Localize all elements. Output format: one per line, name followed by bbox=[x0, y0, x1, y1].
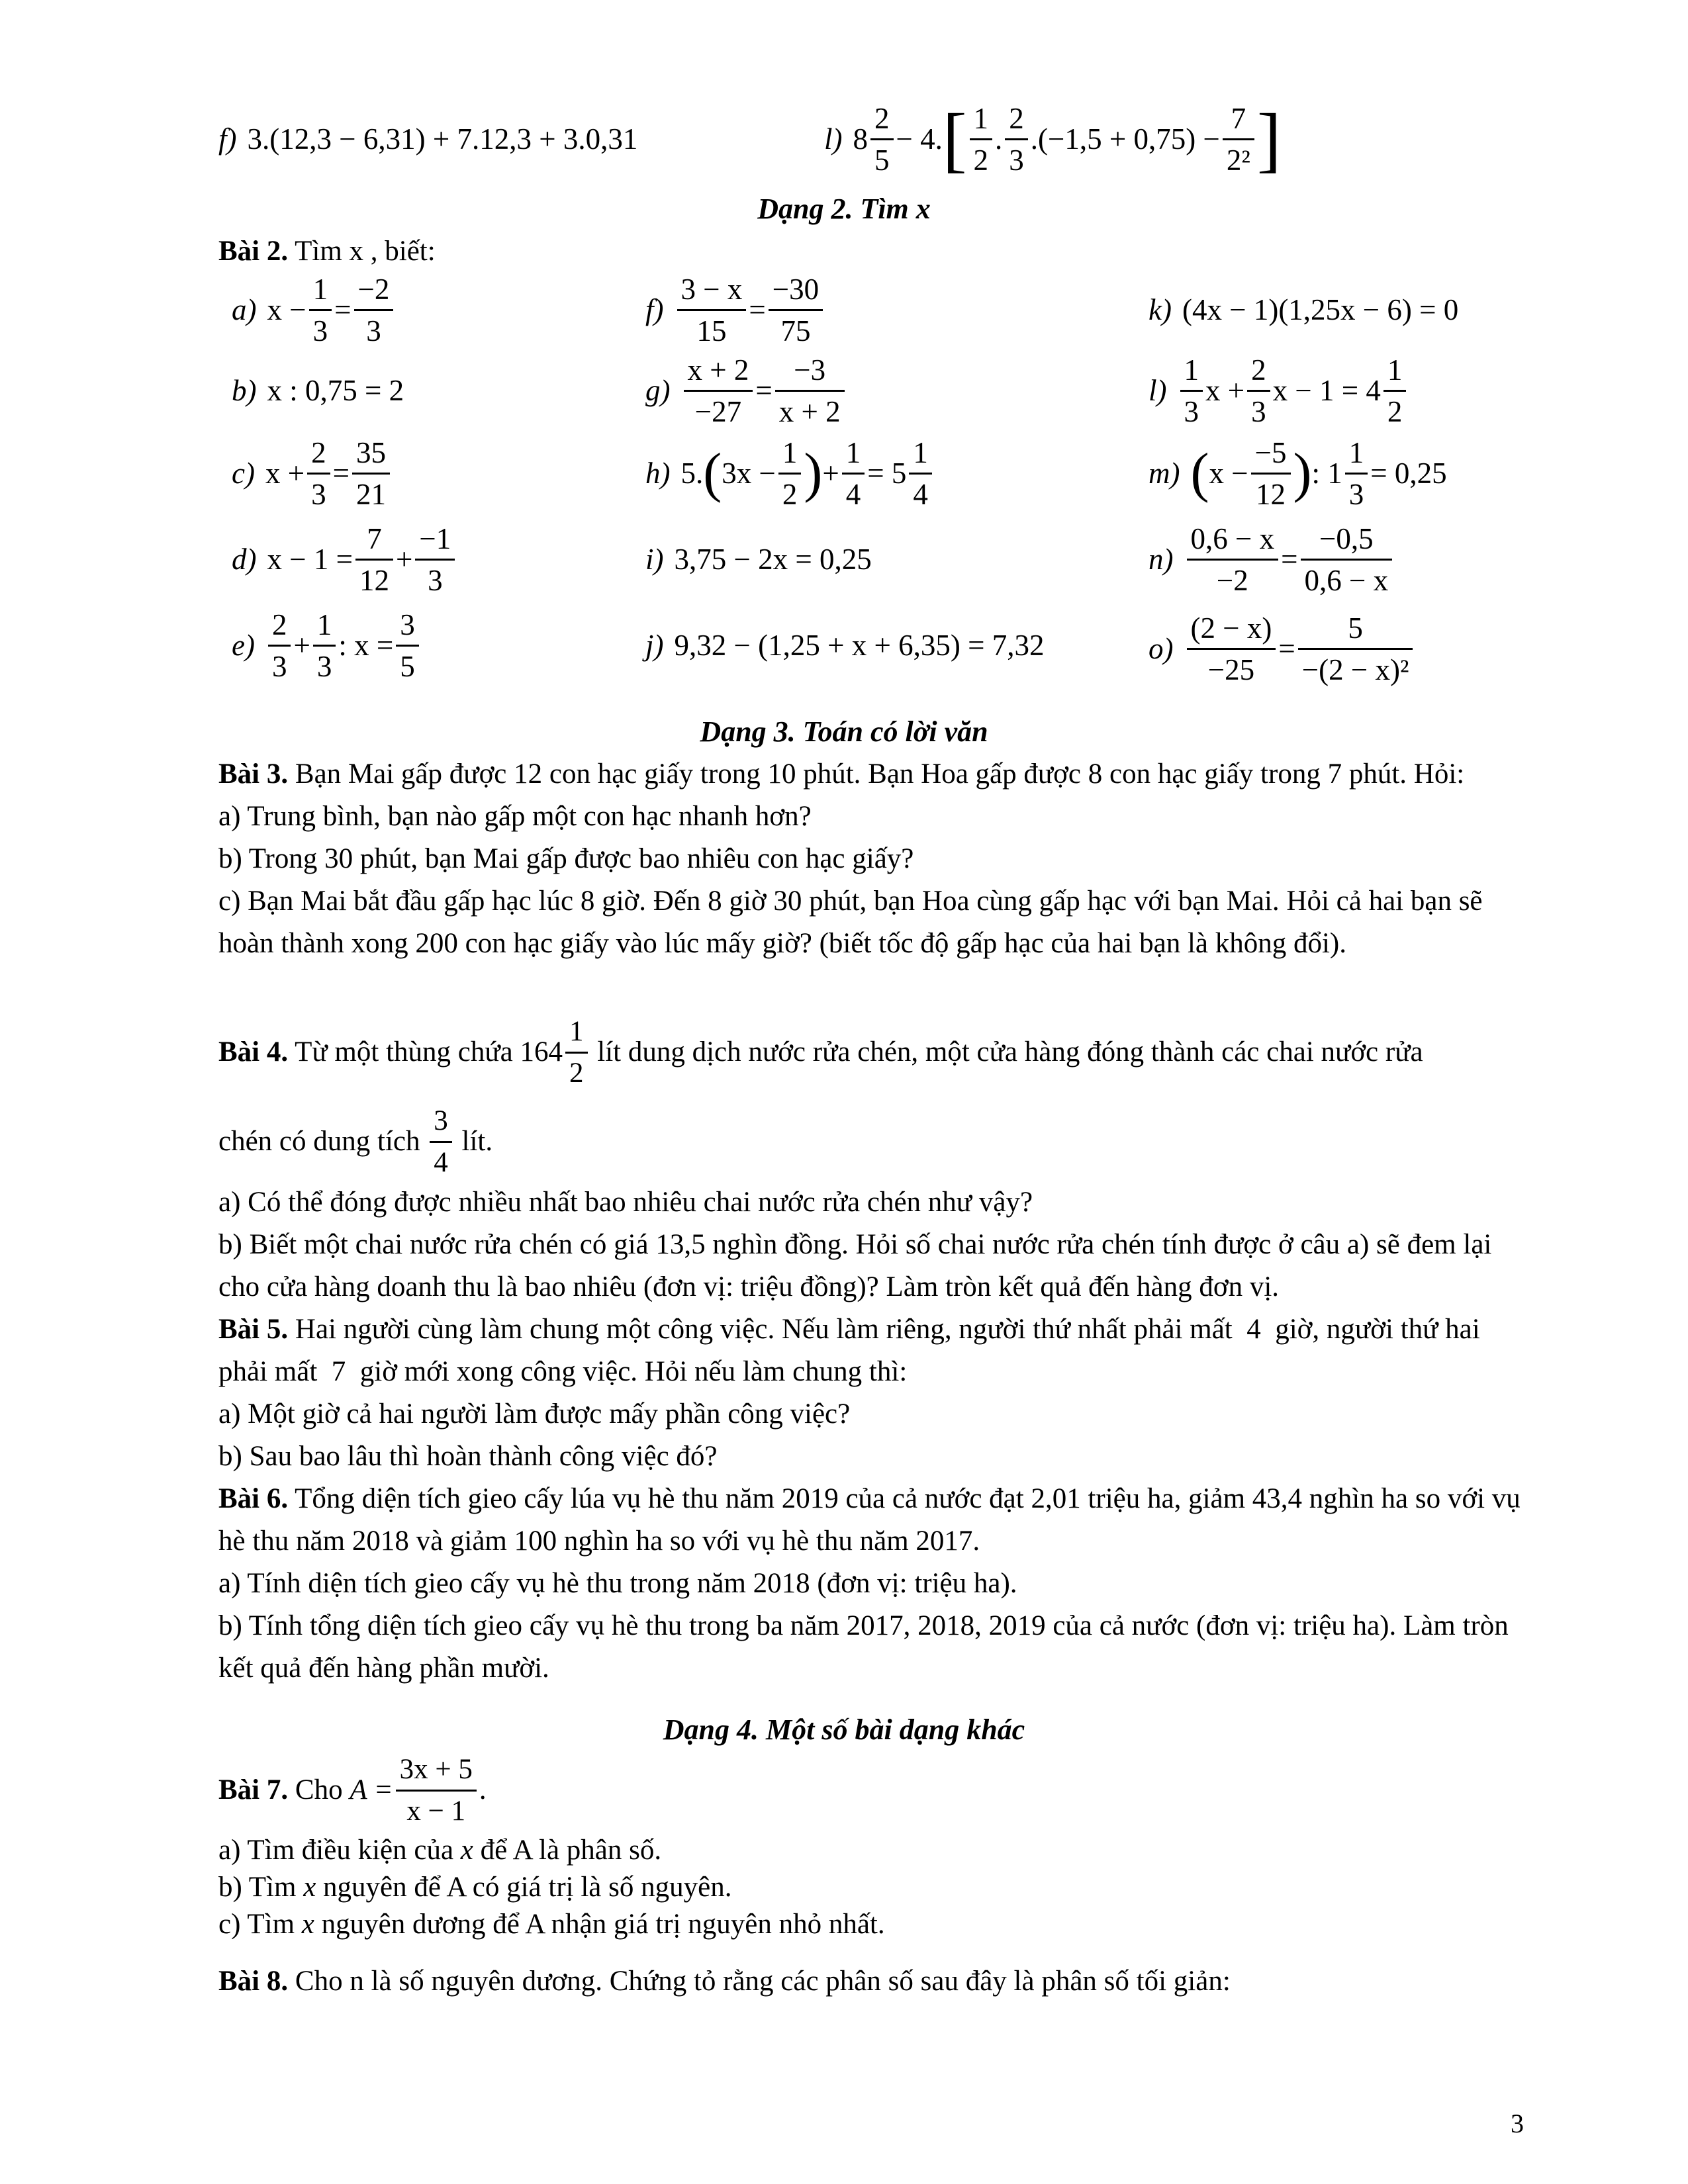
numerator: 3 bbox=[396, 605, 419, 647]
expression-part: 5. bbox=[680, 457, 704, 490]
denominator: 3 bbox=[1184, 394, 1199, 428]
item-2k bbox=[1149, 277, 1458, 343]
item-label: b) bbox=[232, 374, 257, 407]
exercise-3-stem bbox=[218, 753, 1529, 796]
numerator: (2 − x) bbox=[1187, 608, 1276, 650]
fraction bbox=[1005, 99, 1028, 180]
fraction bbox=[313, 605, 336, 686]
item-label: a) bbox=[232, 293, 257, 326]
plus-sign: + bbox=[822, 457, 839, 490]
numerator: 3 − x bbox=[677, 269, 747, 311]
denominator: 3 bbox=[1348, 477, 1364, 511]
close-paren: ) bbox=[1293, 442, 1312, 504]
variable: x bbox=[460, 1835, 473, 1866]
item-2j bbox=[645, 612, 1044, 678]
fraction bbox=[684, 350, 753, 432]
equals-sign: = bbox=[1278, 632, 1295, 665]
exercise-7-stem bbox=[218, 1747, 487, 1833]
open-bracket: [ bbox=[942, 99, 967, 179]
text: b) Tìm bbox=[218, 1872, 304, 1903]
close-bracket: ] bbox=[1256, 99, 1282, 179]
sub-question-c: c) Bạn Mai bắt đầu gấp hạc lúc 8 giờ. Đến 8 giờ 30 phút, bạn Hoa cùng gấp hạc với bạn Mai. Hỏi cả hai bạn sẽ hoàn thành xong 200 con hạc giấy vào lúc mấy giờ? (biết tốc độ gấp hạc của hai bạn là không đổi). bbox=[218, 886, 1483, 959]
exercise-4-line-1 bbox=[218, 1013, 1423, 1092]
fraction bbox=[355, 519, 393, 600]
item-label: j) bbox=[645, 629, 664, 662]
exercise-text: Từ một thùng chứa 164 bbox=[288, 1036, 563, 1068]
item-2f bbox=[645, 270, 825, 349]
period: . bbox=[479, 1774, 487, 1805]
expression-part: x − 1 = 4 bbox=[1272, 374, 1381, 407]
numerator: −30 bbox=[769, 269, 823, 311]
sub-question-b bbox=[218, 1869, 1529, 1906]
denominator: 4 bbox=[913, 477, 928, 511]
denominator: 3 bbox=[316, 649, 332, 683]
fraction bbox=[842, 433, 865, 514]
sub-question-c bbox=[218, 1906, 1529, 1943]
text: nguyên dương để A nhận giá trị nguyên nhỏ nhất. bbox=[314, 1909, 885, 1940]
exercise-text: lít dung dịch nước rửa chén, một cửa hàng đóng thành các chai nước rửa bbox=[590, 1036, 1423, 1068]
numerator: 35 bbox=[352, 433, 390, 475]
denominator: 2² bbox=[1226, 143, 1250, 177]
expression: 3.(12,3 − 6,31) + 7.12,3 + 3.0,31 bbox=[247, 122, 638, 156]
item-2g bbox=[645, 351, 847, 430]
item-label: n) bbox=[1149, 543, 1174, 576]
open-paren: ( bbox=[1190, 442, 1209, 504]
fraction bbox=[396, 1750, 477, 1831]
exercise-text: Tổng diện tích gieo cấy lúa vụ hè thu năm 2019 của cả nước đạt 2,01 triệu ha, giảm 43,4 nghìn ha so với vụ hè thu năm 2018 và giảm 100 nghìn ha so với vụ hè thu năm 2017. bbox=[218, 1483, 1521, 1557]
text: c) Tìm bbox=[218, 1909, 302, 1940]
denominator: 3 bbox=[1009, 143, 1024, 177]
denominator: −2 bbox=[1216, 563, 1248, 597]
text: nguyên để A có giá trị là số nguyên. bbox=[316, 1872, 732, 1903]
item-label: g) bbox=[645, 374, 671, 407]
denominator: −27 bbox=[694, 394, 742, 428]
sub-question-a: a) Trung bình, bạn nào gấp một con hạc nhanh hơn? bbox=[218, 801, 812, 832]
equals-sign: = bbox=[755, 374, 773, 407]
denominator: 4 bbox=[434, 1146, 448, 1178]
fraction bbox=[909, 433, 932, 514]
expression-part: A = bbox=[350, 1774, 393, 1805]
denominator: x + 2 bbox=[778, 394, 841, 428]
item-label: l) bbox=[1149, 374, 1167, 407]
equals-sign: = bbox=[749, 293, 766, 326]
exercise-3 bbox=[218, 753, 1529, 965]
item-label: f) bbox=[218, 122, 237, 156]
exercise-text: Cho n là số nguyên dương. Chứng tỏ rằng các phân số sau đây là phân số tối giản: bbox=[288, 1966, 1231, 1997]
numerator: x + 2 bbox=[684, 350, 753, 392]
expression-part: . bbox=[995, 122, 1003, 156]
exercise-text: Bạn Mai gấp được 12 con hạc giấy trong 10 phút. Bạn Hoa gấp được 8 con hạc giấy trong 7 phút. Hỏi: bbox=[288, 758, 1465, 790]
numerator: 2 bbox=[307, 433, 330, 475]
top-item-f bbox=[218, 103, 637, 175]
expression: 3,75 − 2x = 0,25 bbox=[674, 543, 872, 576]
exercise-6 bbox=[218, 1478, 1529, 1563]
item-2n bbox=[1149, 520, 1395, 599]
denominator: 2 bbox=[1387, 394, 1403, 428]
fraction bbox=[1298, 608, 1413, 690]
numerator: 3 bbox=[430, 1101, 452, 1143]
fraction bbox=[268, 605, 291, 686]
item-label: m) bbox=[1149, 457, 1180, 490]
exercise-label: Bài 5. bbox=[218, 1314, 289, 1345]
plus-sign: + bbox=[293, 629, 310, 662]
sub-question-b: b) Trong 30 phút, bạn Mai gấp được bao nhiêu con hạc giấy? bbox=[218, 843, 914, 874]
expression-part: − 4. bbox=[896, 122, 943, 156]
item-label: o) bbox=[1149, 632, 1174, 665]
expression: 9,32 − (1,25 + x + 6,35) = 7,32 bbox=[674, 629, 1045, 662]
exercise-text: chén có dung tích bbox=[218, 1126, 428, 1157]
item-2l bbox=[1149, 351, 1409, 430]
fraction bbox=[970, 99, 993, 180]
numerator: 1 bbox=[1180, 350, 1203, 392]
item-2o bbox=[1149, 606, 1415, 692]
section-heading-dang-4: Dạng 4. Một số bài dạng khác bbox=[663, 1713, 1025, 1746]
expression-part: = 5 bbox=[867, 457, 907, 490]
fraction bbox=[1301, 519, 1393, 600]
denominator: 3 bbox=[312, 314, 328, 347]
expression-part: = 0,25 bbox=[1370, 457, 1447, 490]
item-2i bbox=[645, 526, 872, 592]
expression-part: x − 1 = bbox=[267, 543, 353, 576]
denominator: 3 bbox=[366, 314, 381, 347]
numerator: 7 bbox=[1223, 99, 1254, 140]
item-2b bbox=[232, 357, 404, 424]
expression-part: .(−1,5 + 0,75) − bbox=[1030, 122, 1220, 156]
item-2m bbox=[1149, 433, 1447, 513]
numerator: 2 bbox=[870, 99, 894, 140]
equals-sign: = bbox=[334, 293, 352, 326]
denominator: 15 bbox=[696, 314, 727, 347]
expression-part: x + bbox=[1205, 374, 1245, 407]
exercise-4-line-2 bbox=[218, 1099, 492, 1185]
expression: (4x − 1)(1,25x − 6) = 0 bbox=[1182, 293, 1459, 326]
fraction bbox=[870, 99, 894, 180]
numerator: 2 bbox=[268, 605, 291, 647]
item-label: h) bbox=[645, 457, 671, 490]
numerator: 1 bbox=[309, 269, 332, 311]
exercise-7-questions bbox=[218, 1832, 1529, 1943]
exercise-label: Bài 8. bbox=[218, 1966, 289, 1997]
denominator: −25 bbox=[1207, 653, 1255, 686]
item-2a bbox=[232, 270, 396, 349]
fraction bbox=[1251, 433, 1291, 514]
numerator: 1 bbox=[909, 433, 932, 475]
denominator: 21 bbox=[356, 477, 386, 511]
denominator: 3 bbox=[1251, 394, 1266, 428]
fraction bbox=[307, 433, 330, 514]
numerator: 1 bbox=[313, 605, 336, 647]
exercise-5 bbox=[218, 1308, 1529, 1393]
fraction bbox=[309, 269, 332, 351]
denominator: 5 bbox=[400, 649, 415, 683]
exercise-label: Bài 6. bbox=[218, 1483, 289, 1514]
item-label: d) bbox=[232, 543, 257, 576]
numerator: 0,6 − x bbox=[1187, 519, 1279, 561]
numerator: −5 bbox=[1251, 433, 1291, 475]
sub-question-a: a) Tính diện tích gieo cấy vụ hè thu trong năm 2018 (đơn vị: triệu ha). bbox=[218, 1568, 1017, 1599]
exercise-label: Bài 3. bbox=[218, 758, 289, 790]
section-heading-dang-2: Dạng 2. Tìm x bbox=[757, 193, 931, 225]
numerator: −2 bbox=[354, 269, 394, 311]
fraction bbox=[778, 433, 802, 514]
item-label: f) bbox=[645, 293, 664, 326]
denominator: x − 1 bbox=[406, 1795, 466, 1827]
fraction bbox=[1383, 350, 1407, 432]
denominator: 3 bbox=[428, 563, 443, 597]
numerator: 1 bbox=[1345, 433, 1368, 475]
sub-question-b: b) Biết một chai nước rửa chén có giá 13,5 nghìn đồng. Hỏi số chai nước rửa chén tính được ở câu a) sẽ đem lại cho cửa hàng doanh thu là bao nhiêu (đơn vị: triệu đồng)? Làm tròn kết quả đến hàng đơn vị. bbox=[218, 1229, 1492, 1302]
fraction bbox=[415, 519, 455, 600]
denominator: −(2 − x)² bbox=[1301, 653, 1409, 686]
numerator: 1 bbox=[1383, 350, 1407, 392]
fraction bbox=[430, 1101, 452, 1183]
fraction bbox=[769, 269, 823, 351]
section-heading-dang-3: Dạng 3. Toán có lời văn bbox=[700, 715, 988, 748]
exercise-label: Bài 7. bbox=[218, 1774, 289, 1805]
sub-question-a: a) Một giờ cả hai người làm được mấy phần công việc? bbox=[218, 1398, 851, 1430]
item-2c bbox=[232, 433, 393, 513]
sub-question-b: b) Sau bao lâu thì hoàn thành công việc đó? bbox=[218, 1441, 718, 1472]
fraction bbox=[775, 350, 845, 432]
numerator: 2 bbox=[1247, 350, 1270, 392]
numerator: −1 bbox=[415, 519, 455, 561]
item-label: e) bbox=[232, 629, 255, 662]
fraction bbox=[354, 269, 394, 351]
denominator: 75 bbox=[780, 314, 811, 347]
text: a) Tìm điều kiện của bbox=[218, 1835, 461, 1866]
fraction bbox=[1247, 350, 1270, 432]
numerator: 1 bbox=[565, 1012, 588, 1054]
equals-sign: = bbox=[1281, 543, 1298, 576]
exercise-text: lít. bbox=[454, 1126, 493, 1157]
numerator: 1 bbox=[970, 99, 993, 140]
exercise-text: Hai người cùng làm chung một công việc. Nếu làm riêng, người thứ nhất phải mất 4 giờ, người thứ hai phải mất 7 giờ mới xong công việc. Hỏi nếu làm chung thì: bbox=[218, 1314, 1487, 1387]
numerator: 1 bbox=[842, 433, 865, 475]
fraction bbox=[677, 269, 747, 351]
fraction bbox=[1345, 433, 1368, 514]
numerator: 5 bbox=[1298, 608, 1413, 650]
numerator: −3 bbox=[775, 350, 845, 392]
variable: x bbox=[303, 1872, 316, 1903]
close-paren: ) bbox=[804, 442, 823, 504]
expression-part: : x = bbox=[338, 629, 394, 662]
expression-part: x + bbox=[265, 457, 305, 490]
denominator: 3 bbox=[311, 477, 326, 511]
fraction bbox=[352, 433, 390, 514]
exercise-text: Tìm x , biết: bbox=[288, 236, 436, 267]
exercise-text: Cho bbox=[288, 1774, 350, 1805]
item-2h bbox=[645, 433, 935, 513]
exercise-label: Bài 2. bbox=[218, 236, 289, 267]
open-paren: ( bbox=[703, 442, 722, 504]
sub-question-a bbox=[218, 1832, 1529, 1869]
equals-sign: = bbox=[332, 457, 350, 490]
denominator: 5 bbox=[874, 143, 890, 177]
fraction bbox=[396, 605, 419, 686]
expression: x : 0,75 = 2 bbox=[267, 374, 404, 407]
denominator: 0,6 − x bbox=[1304, 563, 1389, 597]
fraction bbox=[1223, 99, 1254, 180]
fraction bbox=[1180, 350, 1203, 432]
item-2e bbox=[232, 606, 422, 685]
page-number: 3 bbox=[1511, 2109, 1524, 2138]
numerator: 2 bbox=[1005, 99, 1028, 140]
expression-part: x − bbox=[1209, 457, 1248, 490]
expression-part: 3x − bbox=[722, 457, 776, 490]
denominator: 3 bbox=[271, 649, 287, 683]
plus-sign: + bbox=[396, 543, 413, 576]
numerator: −0,5 bbox=[1301, 519, 1393, 561]
item-label: k) bbox=[1149, 293, 1172, 326]
fraction bbox=[1187, 608, 1276, 690]
item-label: l) bbox=[824, 122, 843, 156]
expression-part: : 1 bbox=[1311, 457, 1342, 490]
numerator: 7 bbox=[355, 519, 393, 561]
numerator: 3x + 5 bbox=[396, 1750, 477, 1792]
top-item-l bbox=[824, 93, 1282, 185]
denominator: 2 bbox=[973, 143, 989, 177]
denominator: 2 bbox=[569, 1057, 584, 1089]
mixed-whole: 8 bbox=[853, 122, 868, 156]
item-label: c) bbox=[232, 457, 255, 490]
numerator: 1 bbox=[778, 433, 802, 475]
exercise-4-questions bbox=[218, 1181, 1529, 1690]
denominator: 12 bbox=[1256, 477, 1286, 511]
fraction bbox=[1187, 519, 1279, 600]
denominator: 4 bbox=[845, 477, 861, 511]
variable: x bbox=[301, 1909, 314, 1940]
fraction bbox=[565, 1012, 588, 1093]
denominator: 2 bbox=[782, 477, 798, 511]
sub-question-b: b) Tính tổng diện tích gieo cấy vụ hè thu trong ba năm 2017, 2018, 2019 của cả nước (đơn vị: triệu ha). Làm tròn kết quả đến hàng phần mười. bbox=[218, 1610, 1509, 1684]
exercise-8 bbox=[218, 1960, 1231, 2003]
exercise-2-intro bbox=[218, 230, 436, 273]
expression-part: x − bbox=[267, 293, 306, 326]
sub-question-a: a) Có thể đóng được nhiều nhất bao nhiêu chai nước rửa chén như vậy? bbox=[218, 1187, 1033, 1218]
item-label: i) bbox=[645, 543, 664, 576]
exercise-label: Bài 4. bbox=[218, 1036, 289, 1068]
denominator: 12 bbox=[359, 563, 390, 597]
text: để A là phân số. bbox=[473, 1835, 662, 1866]
item-2d bbox=[232, 520, 457, 599]
